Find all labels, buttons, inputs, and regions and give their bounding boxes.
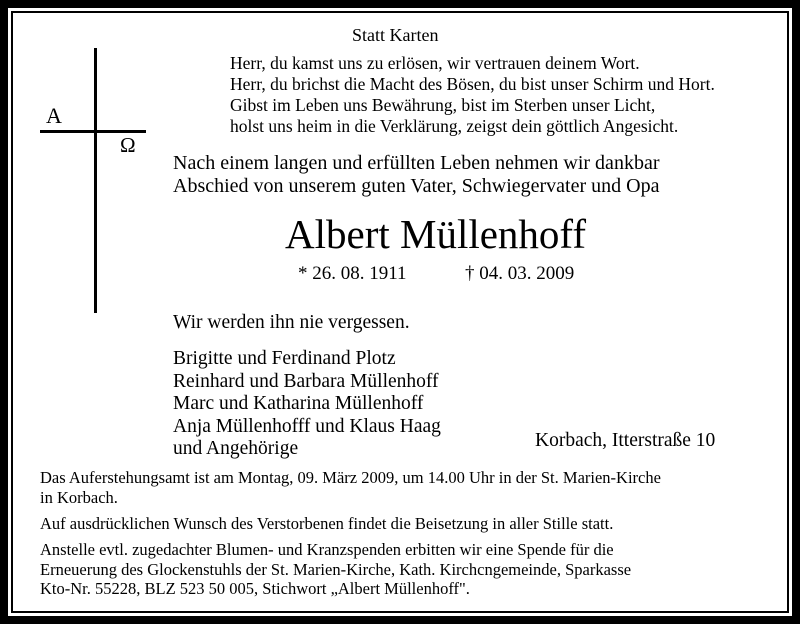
- mourner: Anja Müllenhofff und Klaus Haag: [173, 415, 441, 437]
- alpha-symbol: A: [46, 103, 62, 128]
- notice-line: Auf ausdrücklichen Wunsch des Verstorbenen findet die Beisetzung in aller Stille statt.: [40, 514, 614, 533]
- cross-icon-vertical: [94, 48, 97, 313]
- intro-line: Nach einem langen und erfüllten Leben nehmen wir dankbar: [173, 152, 660, 174]
- remembrance-text: Wir werden ihn nie vergessen.: [173, 312, 410, 333]
- poem-line: Herr, du kamst uns zu erlösen, wir vertrauen deinem Wort.: [230, 53, 640, 73]
- poem-line: Gibst im Leben uns Bewährung, bist im Sterben unser Licht,: [230, 95, 656, 115]
- mourner: Marc und Katharina Müllenhoff: [173, 393, 424, 414]
- poem: [230, 53, 715, 137]
- notice-line: Das Auferstehungsamt ist am Montag, 09. März 2009, um 14.00 Uhr in der St. Marien-Kirche: [40, 468, 661, 487]
- mourner: Reinhard und Barbara Müllenhoff: [173, 370, 439, 392]
- mourners-list: [173, 348, 441, 461]
- mourner: und Angehörige: [173, 438, 299, 459]
- mourner: Brigitte und Ferdinand Plotz: [173, 348, 396, 369]
- poem-line: Herr, du brichst die Macht des Bösen, du bist unser Schirm und Hort.: [230, 74, 715, 94]
- birth-date: * 26. 08. 1911: [298, 263, 407, 284]
- notice-line: Anstelle evtl. zugedachter Blumen- und Kranzspenden erbitten wir eine Spende für die: [40, 540, 614, 559]
- omega-symbol: Ω: [120, 133, 136, 157]
- address: Korbach, Itterstraße 10: [535, 430, 716, 451]
- header-statt-karten: Statt Karten: [352, 25, 439, 45]
- notice-service: [40, 468, 661, 507]
- deceased-name: Albert Müllenhoff: [285, 211, 586, 257]
- notice-line: Kto-Nr. 55228, BLZ 523 50 005, Stichwort „Albert Müllenhoff".: [40, 579, 470, 598]
- death-date: † 04. 03. 2009: [465, 263, 575, 284]
- notice-burial: [40, 514, 613, 534]
- notice-line: Erneuerung des Glockenstuhls der St. Marien-Kirche, Kath. Kirchcngemeinde, Sparkasse: [40, 559, 632, 579]
- notice-line: in Korbach.: [40, 487, 118, 507]
- poem-line: holst uns heim in die Verklärung, zeigst dein göttlich Angesicht.: [230, 116, 679, 136]
- intro-line: Abschied von unserem guten Vater, Schwiegervater und Opa: [173, 175, 660, 197]
- notice-donation: [40, 540, 631, 599]
- intro-text: [173, 152, 659, 198]
